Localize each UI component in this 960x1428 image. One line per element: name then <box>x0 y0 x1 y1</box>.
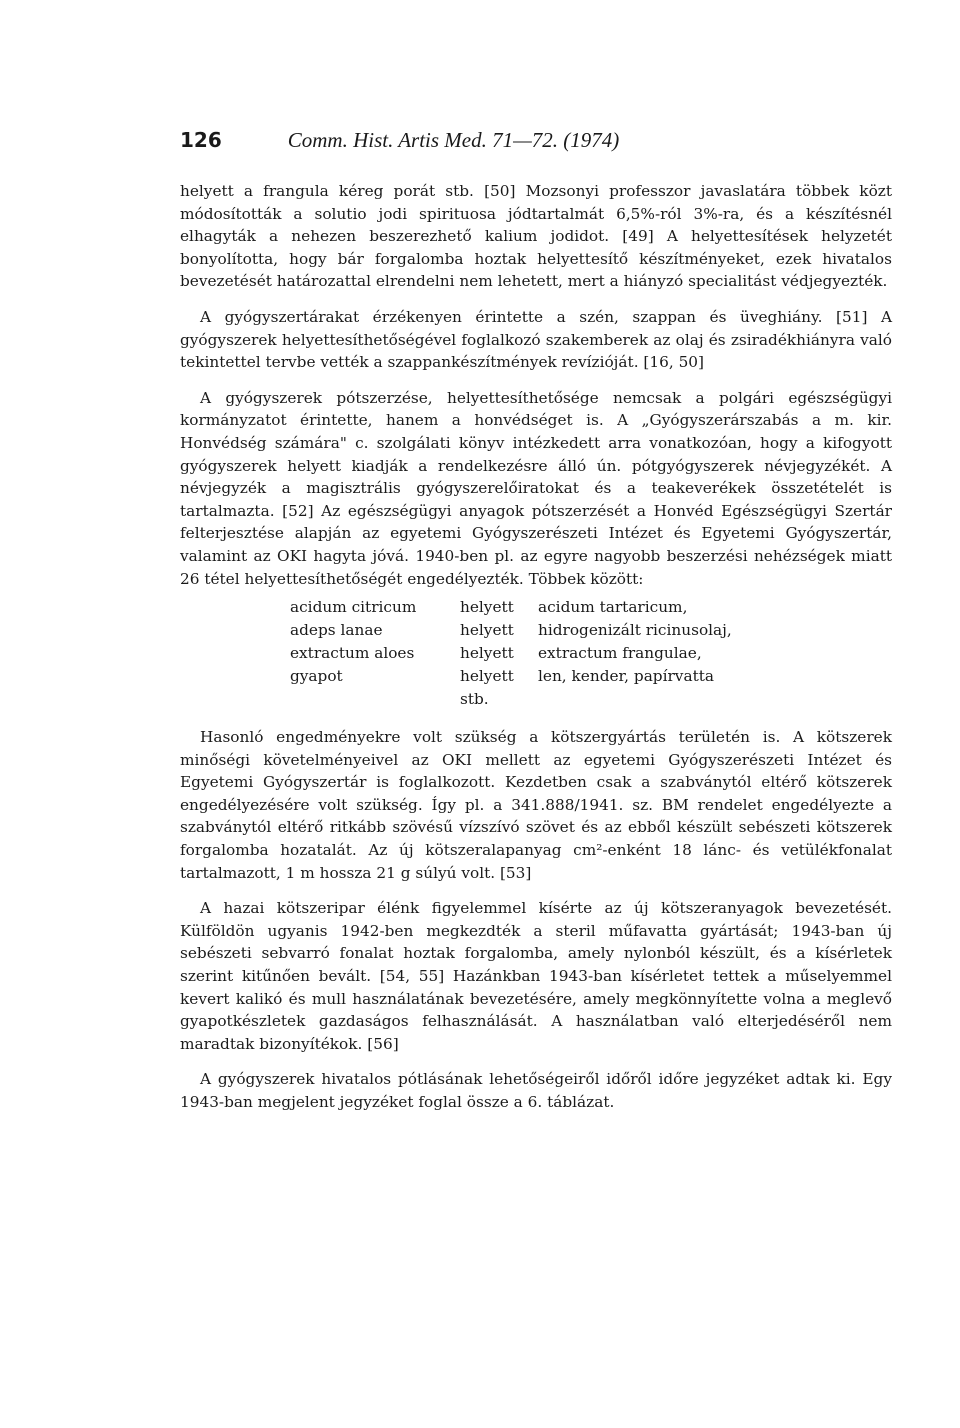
paragraph: Hasonló engedményekre volt szükség a kötszergyártás területén is. A kötszerek minőségi követelményeivel az OKI mellett az egyetemi Gyógyszerészeti Intézet és Egyetemi Gyógyszertár is foglalkozott. Kezdetben csak a szabványtól eltérő kötszerek engedélyezésére volt szükség. Így pl. a 341.888/1941. sz. BM rendelet engedélyezte a szabványtól eltérő ritkább szövésű vízszívó szövet és az ebből készült sebészeti kötszerek forgalomba hozatalát. Az új kötszeralapanyag cm²-enként 18 lánc- és vetülékfonalat tartalmazott, 1 m hossza 21 g súlyú volt. [53] <box>180 728 892 882</box>
substitution-list <box>290 598 798 713</box>
helyett-word: helyett <box>460 621 514 640</box>
substitute-item: extractum frangulae, <box>538 644 702 663</box>
helyett-word: helyett <box>460 644 514 663</box>
original-item: extractum aloes <box>290 644 415 663</box>
paragraph: A gyógyszerek pótszerzése, helyettesíthetősége nemcsak a polgári egészségügyi kormányzatot érintette, hanem a honvédséget is. A „Gyógyszerárszabás a m. kir. Honvédség számára" c. szolgálati könyv intézkedett arra vonatkozóan, hogy a kifogyott gyógyszerek helyett kiadják a rendelkezésre álló ún. pótgyógyszerek névjegyzékét. A névjegyzék a magisztrális gyógyszerelőiratokat és a teakeverékek összetételét is tartalmazta. [52] Az egészségügyi anyagok pótszerzését a Honvéd Egészségügyi Szertár felterjesztése alapján az egyetemi Gyógyszerészeti Intézet és Egyetemi Gyógyszertár, valamint az OKI hagyta jóvá. 1940-ben pl. az egyre nagyobb beszerzési nehézségek miatt 26 tétel helyettesíthetőségét engedélyezték. Többek között: <box>180 388 892 588</box>
etc-word: stb. <box>460 690 489 709</box>
paragraph: A gyógyszertárakat érzékenyen érintette a szén, szappan és üveghiány. [51] A gyógyszerek helyettesíthetőségével foglalkozó szakemberek az olaj és zsiradékhiányra való tekintettel tervbe vették a szappankészítmények revízióját. [16, 50] <box>180 307 892 372</box>
helyett-word: helyett <box>460 667 514 686</box>
paragraph: A gyógyszerek hivatalos pótlásának lehetőségeiről időről időre jegyzéket adtak ki. Egy 1943-ban megjelent jegyzéket foglal össze a 6. táblázat. <box>180 1070 892 1111</box>
substitute-item: hidrogenizált ricinusolaj, <box>538 621 732 640</box>
page-number: 126 <box>180 128 222 152</box>
table-row <box>290 690 798 713</box>
original-item: gyapot <box>290 667 343 686</box>
body-text <box>180 180 892 1114</box>
running-head: Comm. Hist. Artis Med. 71—72. (1974) <box>287 128 620 152</box>
table-row <box>290 621 798 644</box>
table-row <box>290 667 798 690</box>
page-header <box>180 128 710 158</box>
paragraph: helyett a frangula kéreg porát stb. [50] Mozsonyi professzor javaslatára többek közt módosították a solutio jodi spirituosa jódtartalmát 6,5%-ról 3%-ra, és a készítésnél elhagyták a nehezen beszerezhető kalium jodidot. [49] A helyettesítések helyzetét bonyolította, hogy bár forgalomba hoztak helyettesítő készítményeket, ezek hivatalos bevezetését határozattal elrendelni nem lehetett, mert a hiányzó specialitást védjegyezték. <box>180 182 892 291</box>
substitute-item: acidum tartaricum, <box>538 598 688 617</box>
original-item: adeps lanae <box>290 621 383 640</box>
table-row <box>290 644 798 667</box>
original-item: acidum citricum <box>290 598 417 617</box>
substitute-item: len, kender, papírvatta <box>538 667 714 686</box>
substitute-item <box>538 690 798 713</box>
helyett-word: helyett <box>460 598 514 617</box>
table-row <box>290 598 798 621</box>
paragraph: A hazai kötszeripar élénk figyelemmel kísérte az új kötszeranyagok bevezetését. Külföldön ugyanis 1942-ben megkezdték a steril műfavatta gyártását; 1943-ban új sebészeti sebvarró fonalat hoztak forgalomba, amely nylonból készült, és a kísérletek szerint kitűnően bevált. [54, 55] Hazánkban 1943-ban kísérletet tettek a műselyemmel kevert kalikó és mull használatának bevezetésére, amely megkönnyítette volna a meglevő gyapotkészletek gazdaságos felhasználását. A használatban való elterjedéséről nem maradtak bizonyítékok. [56] <box>180 899 892 1053</box>
original-item <box>290 690 460 713</box>
